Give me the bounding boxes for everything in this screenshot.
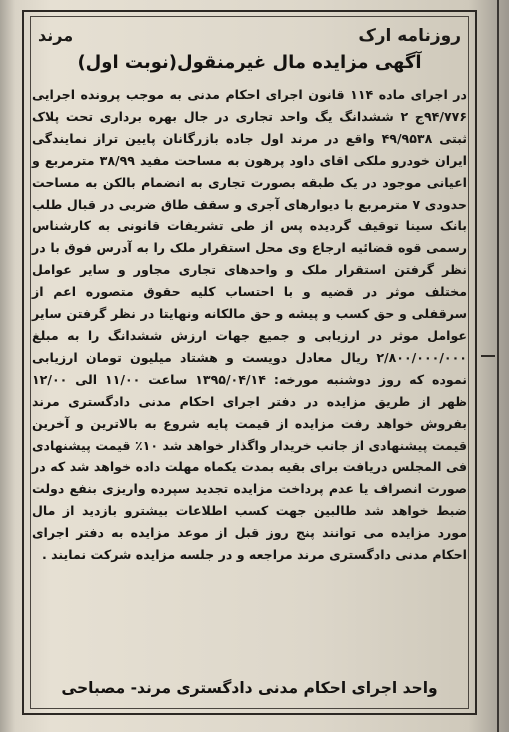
notice-body: در اجرای ماده ۱۱۴ قانون اجرای احکام مدنی به موجب پرونده اجرایی ۹۴/۷۷۶ج ۲ ششدانگ یگ واحد تجاری در جال بهره برداری تحت پلاک ثبتی ۴۹/۹۵۳۸ واقع در مرند اول جاده بازرگانان پایین تراز نمایندگی ایران خودرو ملکی اقای داود پرهون به مساحت مفید ۳۸/۹۹ مترمربع و اعیانی موجود در یک طبقه بصورت تجاری به انضمام بالکن به مساحت حدودی ۷ مترمربع با دیوارهای آجری و سقف طاق ضربی در قبال طلب بانک سینا توقیف گردیده پس از طی تشریفات قانونی به کارشناس رسمی قوه قضائیه ارجاع وی محل استقرار ملک را به آدرس فوق با در نظر گرفتن استقرار ملک و واحدهای تجاری مجاور و سایر عوامل مختلف موثر در قضیه و با احتساب کلیه حقوق متصوره اعم از سرقفلی و حق کسب و پیشه و حق مالکانه ونهایتا در نظر گرفتن سایر عوامل موثر در ارزیابی و جمیع جهات ارزش ششدانگ را به مبلغ ۲/۸۰۰/۰۰۰/۰۰۰ ریال معادل دویست و هشتاد میلیون تومان ارزیابی نموده که روز دوشنبه مورخه: ۱۳۹۵/۰۴/۱۴ ساعت ۱۱/۰۰ الی ۱۲/۰۰ ظهر از طریق مزایده در دفتر اجرای احکام مدنی دادگستری مرند بفروش خواهد رفت مزایده از قیمت پایه شروع به بالاترین و آخرین قیمت پیشنهادی از جانب خریدار واگذار خواهد شد ۱۰٪ قیمت پیشنهادی فی المجلس دریافت برای بقیه بمدت یکماه مهلت داده خواهد شد که در صورت انصراف یا عدم پرداخت مزایده تجدید سپرده واریزی بنفع دولت ضبط خواهد شد طالبین جهت کسب اطلاعات بیشترو بازدید از مال مورد مزایده می توانند پنج روز قبل از موعد مزایده به دفتر اجرای احکام مدنی دادگستری مرند مراجعه و در جلسه مزایده شرکت نمایند . [32, 87, 468, 563]
city-name: مرند [38, 26, 74, 45]
notice-header [38, 26, 461, 50]
auction-notice [22, 10, 477, 715]
column-rule [497, 0, 499, 732]
notice-signature: واحد اجرای احکام مدنی دادگستری مرند- مصباحی [61, 679, 438, 697]
column-rule-stub [481, 355, 495, 357]
notice-title: آگهی مزایده مال غیرمنقول(نوبت اول) [77, 52, 422, 73]
newspaper-name: روزنامه ارک [358, 26, 461, 46]
